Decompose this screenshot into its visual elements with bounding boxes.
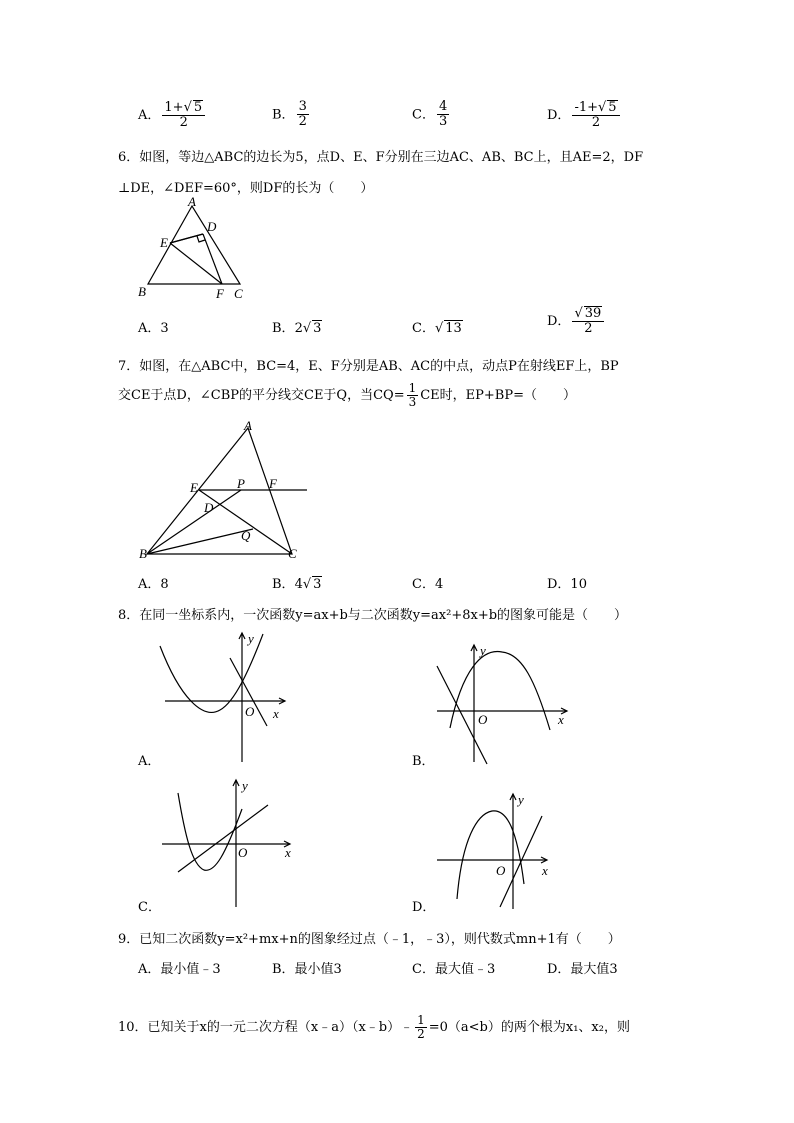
q7-label-b: B <box>139 546 147 561</box>
q7-text-line1: 7．如图，在△ABC中，BC=4，E、F分别是AB、AC的中点，动点P在射线EF上，BP <box>118 359 619 374</box>
q6-triangle-figure <box>130 196 260 306</box>
q6-label-e: E <box>160 235 168 250</box>
q6-option-c: C．√ 13 <box>412 321 462 336</box>
q6-label-a: A <box>188 196 196 209</box>
q8b-y-label: y <box>480 643 486 658</box>
q7-text-line2: 交CE于点D，∠CBP的平分线交CE于Q，当CQ= $\frac{1}{3}$ CE时，EP+BP=（ ） <box>118 381 576 410</box>
q5-option-c: C． $\frac{4}{3}$ <box>412 99 448 130</box>
q9-option-b: B．最小值3 <box>272 962 342 977</box>
q7-option-b: B．4√ 3 <box>272 577 322 592</box>
q8a-y-label: y <box>248 631 254 646</box>
q8b-origin-label: O <box>478 712 488 727</box>
q8-text: 8．在同一坐标系内，一次函数y=ax+b与二次函数y=ax²+8x+b的图象可能是（ ） <box>118 608 628 623</box>
q7-option-a: A．8 <box>138 577 169 592</box>
q6-label-f: F <box>216 286 224 301</box>
q5-option-d: D． $\frac{-1+√ 5}{2}$ <box>547 100 622 131</box>
q8-graph-d <box>432 789 562 914</box>
q8-option-b: B． <box>412 754 435 769</box>
q7-label-p: P <box>237 476 245 491</box>
q8c-y-label: y <box>242 778 248 793</box>
q6-text-line1: 6．如图，等边△ABC的边长为5，点D、E、F分别在三边AC、AB、BC上，且AE=2，DF <box>118 150 644 165</box>
q9-option-c: C．最大值﹣3 <box>412 962 496 977</box>
q8a-x-label: x <box>273 706 279 721</box>
q9-option-a: A．最小值﹣3 <box>138 962 221 977</box>
q8-option-a: A． <box>138 754 161 769</box>
q8b-x-label: x <box>558 712 564 727</box>
q7-triangle-figure <box>135 418 315 566</box>
q10-text: 10．已知关于x的一元二次方程（x﹣a）（x﹣b）﹣ $\frac{1}{2}$ =0（a<b）的两个根为x₁、x₂，则 <box>118 1013 630 1042</box>
q7-label-c: C <box>288 546 297 561</box>
q8-option-c: C． <box>138 900 161 915</box>
q8-option-d: D． <box>412 900 436 915</box>
q6-label-b: B <box>138 284 146 299</box>
q7-label-q: Q <box>241 528 251 543</box>
q8-graph-c <box>160 775 300 910</box>
q7-label-e: E <box>190 480 198 495</box>
q8d-y-label: y <box>518 792 524 807</box>
q7-option-d: D．10 <box>547 577 587 592</box>
q7-option-c: C．4 <box>412 577 444 592</box>
q6-label-d: D <box>207 219 217 234</box>
q8-graph-a <box>155 628 295 764</box>
q9-option-d: D．最大值3 <box>547 962 618 977</box>
q8d-x-label: x <box>542 863 548 878</box>
q9-text: 9．已知二次函数y=x²+mx+n的图象经过点（﹣1，﹣3），则代数式mn+1有（ ） <box>118 932 621 947</box>
q7-label-a: A <box>244 418 252 433</box>
q6-label-c: C <box>234 286 243 301</box>
q5-option-b: B． $\frac{3}{2}$ <box>272 99 307 130</box>
q5-option-a: A． $\frac{1+√ 5}{2}$ <box>138 100 207 131</box>
q8a-origin-label: O <box>245 704 255 719</box>
q8c-origin-label: O <box>238 845 248 860</box>
q7-label-d: D <box>204 500 214 515</box>
q8d-origin-label: O <box>496 863 506 878</box>
q6-option-a: A．3 <box>138 321 169 336</box>
q6-option-d: D． $\frac{√ 39}{2}$ <box>547 306 606 337</box>
q6-text-line2: ⊥DE，∠DEF=60°，则DF的长为（ ） <box>118 181 374 196</box>
q6-option-b: B．2√ 3 <box>272 321 322 336</box>
q8-graph-b <box>432 640 577 765</box>
q8c-x-label: x <box>285 845 291 860</box>
q7-label-f: F <box>269 476 277 491</box>
